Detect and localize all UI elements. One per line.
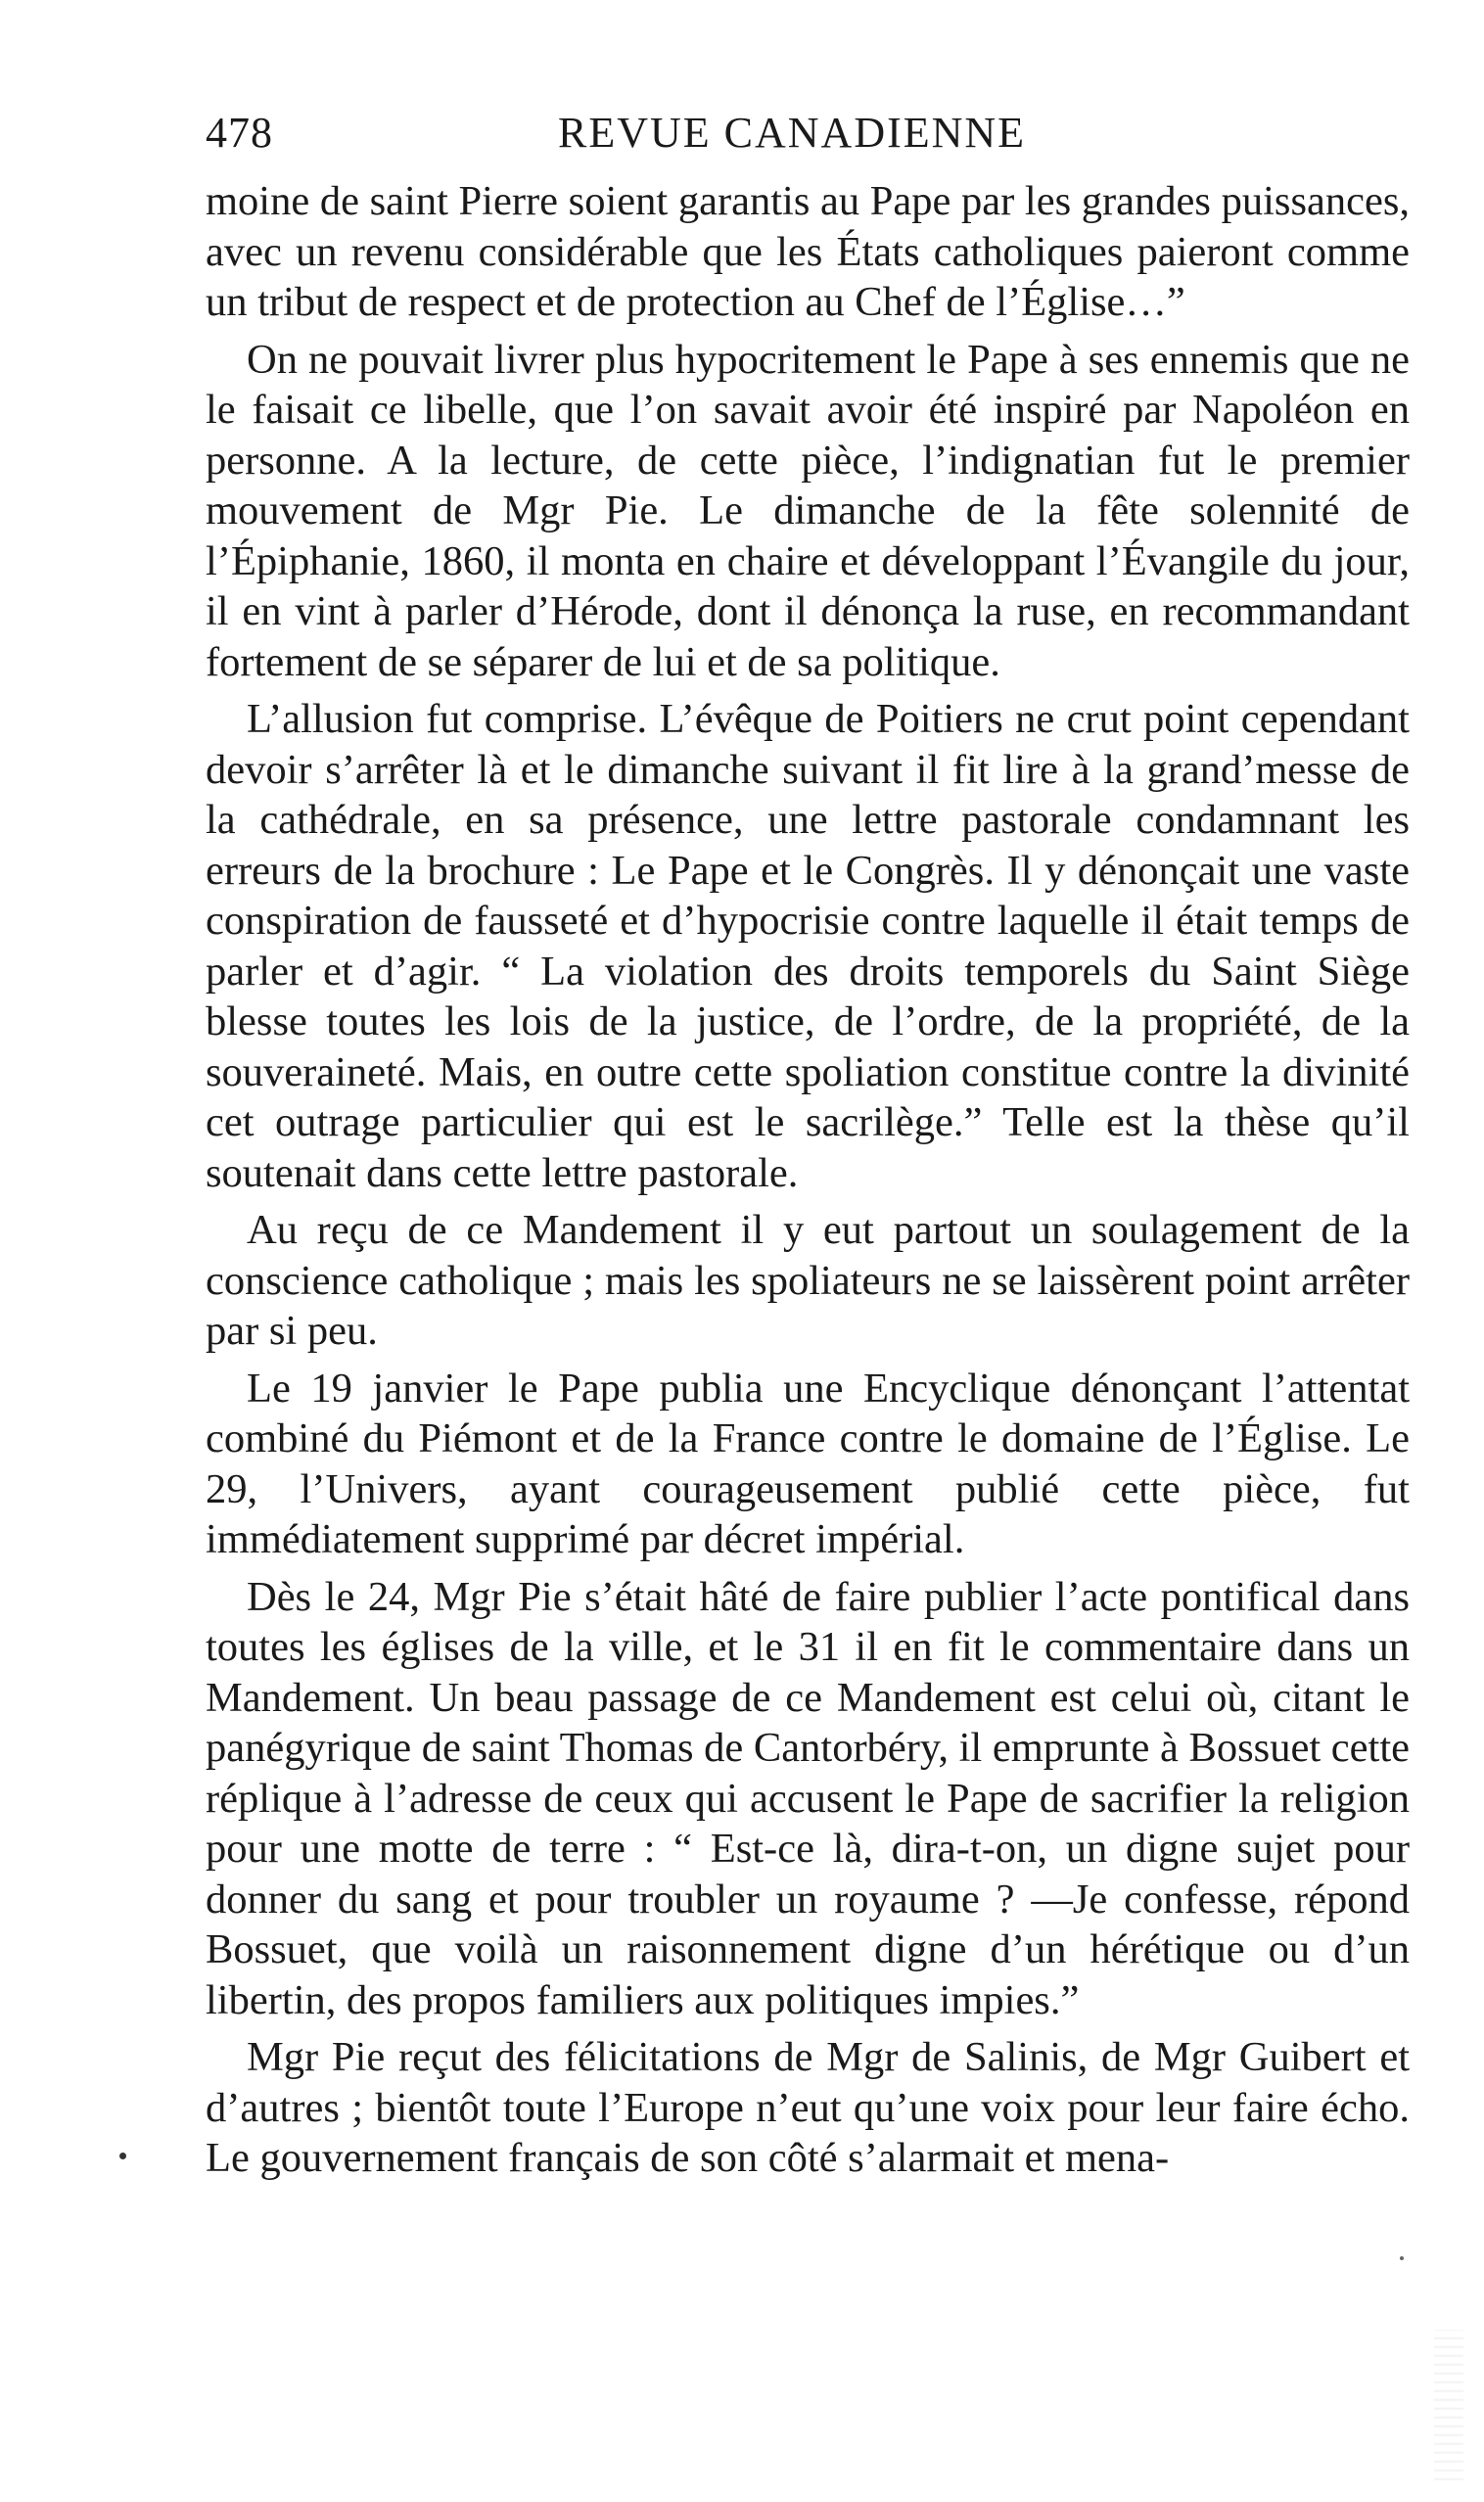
- paragraph-6: Dès le 24, Mgr Pie s’était hâté de faire publier l’acte pontifical dans toutes les églises de la ville, et le 31 il en fit le commentaire dans un Mandement. Un beau passage de ce Mandement est celui où, citant le panégyrique de saint Thomas de Cantorbéry, il emprunte à Bossuet cette réplique à l’adresse de ceux qui accusent le Pape de sacrifier la religion pour une motte de terre : “ Est-ce là, dira-t-on, un digne sujet pour donner du sang et pour troubler un royaume ? —Je confesse, répond Bossuet, que voilà un raisonnement digne d’un hérétique ou d’un libertin, des propos familiers aux politiques impies.”: [206, 1573, 1410, 2023]
- page-speck: [1400, 2256, 1404, 2260]
- paragraph-4: Au reçu de ce Mandement il y eut partout un soulagement de la conscience catholique ; mais les spoliateurs ne se laissèrent point arrêter par si peu.: [206, 1207, 1410, 1354]
- paragraph-5: Le 19 janvier le Pape publia une Encyclique dénonçant l’attentat combiné du Piémont et de la France contre le domaine de l’Église. Le 29, l’Univers, ayant courageusement publié cette pièce, fut immédiatement supprimé par décret impérial.: [206, 1365, 1410, 1562]
- paragraph-7: Mgr Pie reçut des félicitations de Mgr de Salinis, de Mgr Guibert et d’autres ; bientôt toute l’Europe n’eut qu’une voix pour leur faire écho. Le gouvernement français de son côté s’alarmait et mena-: [206, 2034, 1410, 2181]
- body-text: [206, 176, 1410, 2184]
- paragraph-2: On ne pouvait livrer plus hypocritement le Pape à ses ennemis que ne le faisait ce libelle, que l’on savait avoir été inspiré par Napoléon en personne. A la lecture, de cette pièce, l’indignatian fut le premier mouvement de Mgr Pie. Le dimanche de la fête solennité de l’Épiphanie, 1860, il monta en chaire et développant l’Évangile du jour, il en vint à parler d’Hérode, dont il dénonça la ruse, en recommandant fortement de se séparer de lui et de sa politique.: [206, 336, 1410, 685]
- book-page: [206, 108, 1410, 2191]
- running-head: REVUE CANADIENNE: [558, 109, 1027, 157]
- paragraph-1: moine de saint Pierre soient garantis au Pape par les grandes puissances, avec un revenu considérable que les États catholiques paieront comme un tribut de respect et de protection au Chef de l’Église…”: [206, 178, 1410, 325]
- scan-edge-noise: [1434, 2330, 1463, 2486]
- page-header: [206, 108, 1410, 176]
- paragraph-3: L’allusion fut comprise. L’évêque de Poitiers ne crut point cependant devoir s’arrêter là et le dimanche suivant il fit lire à la grand’messe de la cathédrale, en sa présence, une lettre pastorale condamnant les erreurs de la brochure : Le Pape et le Congrès. Il y dénonçait une vaste conspiration de fausseté et d’hypocrisie contre laquelle il était temps de parler et d’agir. “ La violation des droits temporels du Saint Siège blesse toutes les lois de la justice, de l’ordre, de la propriété, de la souveraineté. Mais, en outre cette spoliation constitue contre la divinité cet outrage particulier qui est le sacrilège.” Telle est la thèse qu’il soutenait dans cette lettre pastorale.: [206, 696, 1410, 1196]
- margin-dot: [119, 2153, 126, 2159]
- page-number: 478: [206, 109, 273, 157]
